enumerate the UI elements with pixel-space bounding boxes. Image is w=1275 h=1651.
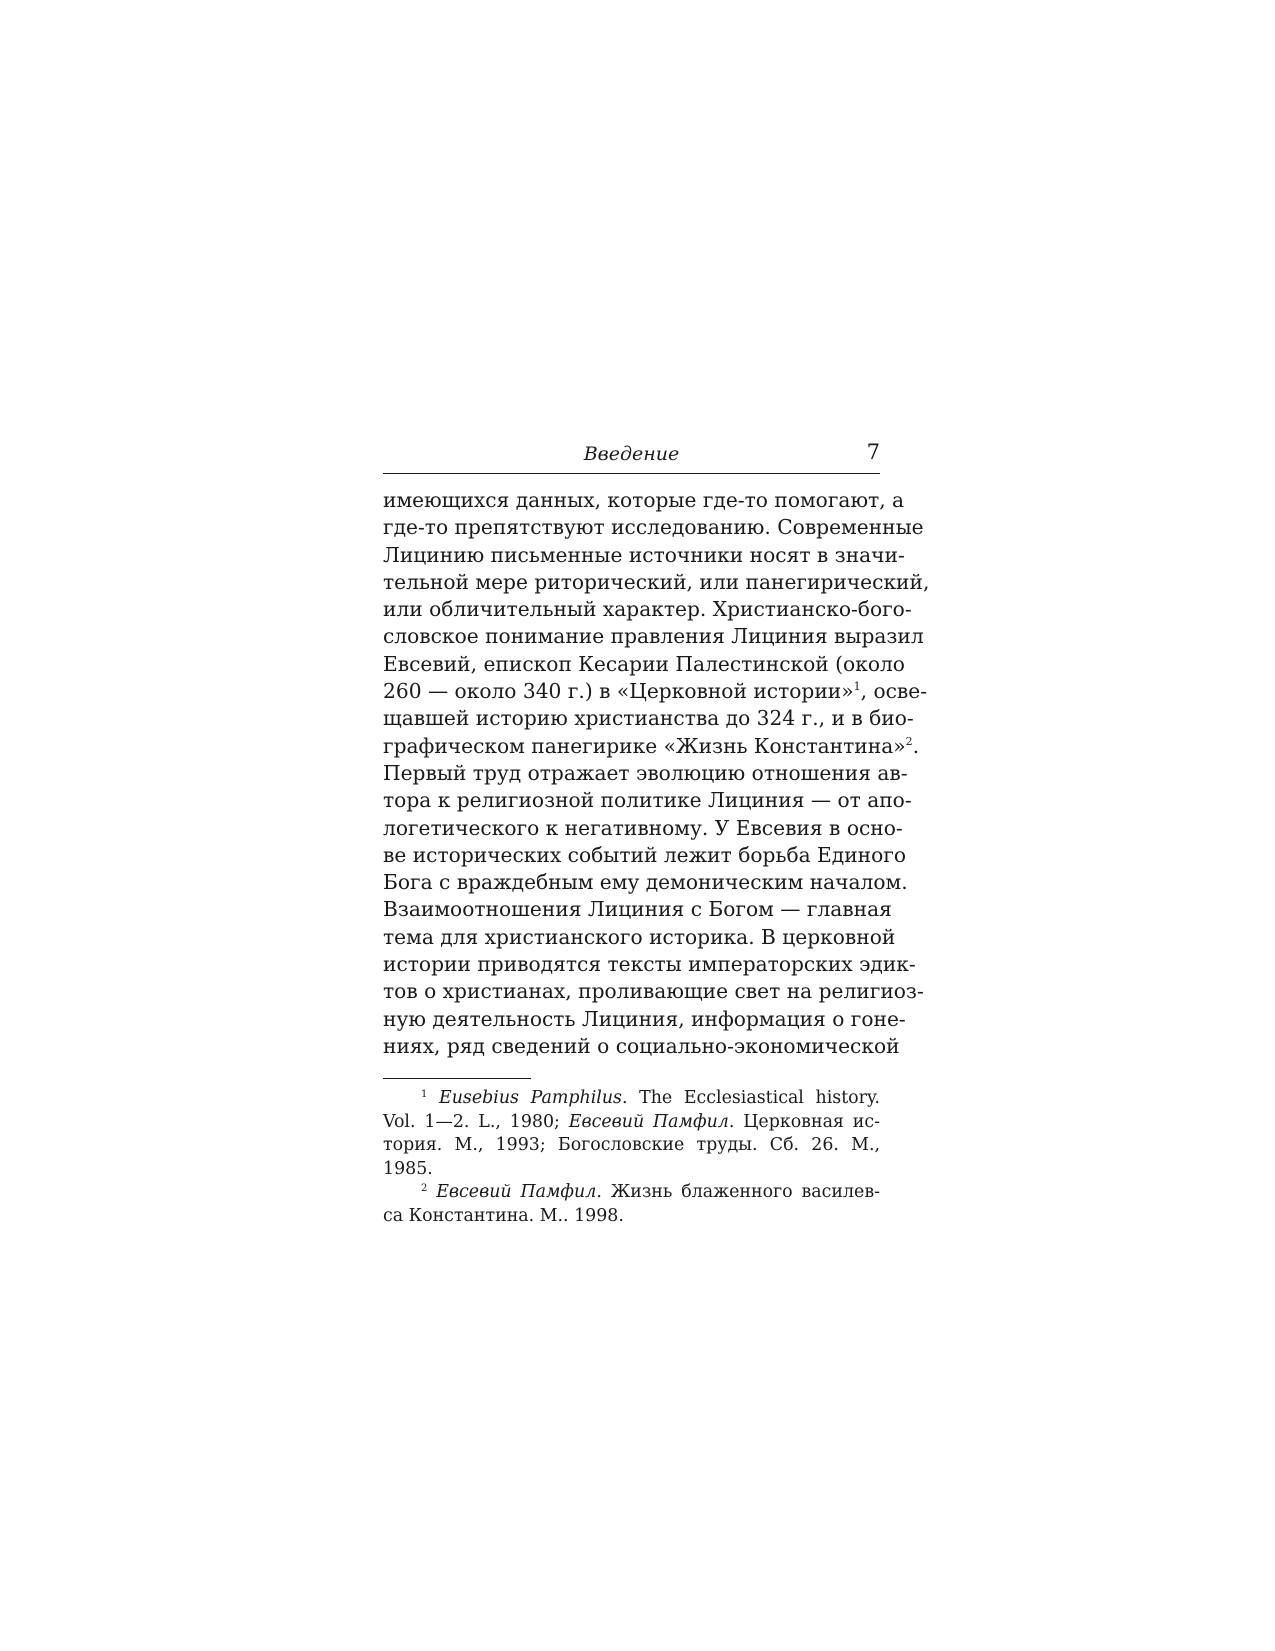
footnote-2-mark: 2 bbox=[421, 1183, 428, 1194]
body-line: тема для христианского историка. В церковной bbox=[383, 924, 896, 949]
running-title: Введение bbox=[583, 443, 680, 465]
body-line: тов о христианах, проливающие свет на религиоз- bbox=[383, 979, 924, 1004]
footnote-1-line bbox=[383, 1111, 880, 1135]
body-line-text: , осве- bbox=[860, 679, 928, 704]
body-line: Первый труд отражает эволюцию отношения ав- bbox=[383, 760, 908, 785]
body-line: логетического к негативному. У Евсевия в осно- bbox=[383, 815, 903, 840]
body-line-text: . bbox=[912, 733, 920, 758]
body-line: тора к религиозной политике Лициния — от апо- bbox=[383, 788, 912, 813]
footnote-text: Vol. 1—2. L., 1980; bbox=[383, 1111, 569, 1132]
body-line: Евсевий, епископ Кесарии Палестинской (около bbox=[383, 651, 905, 676]
footnote-2-line: са Константина. М.. 1998. bbox=[383, 1205, 624, 1226]
footnote-author: Евсевий Памфил bbox=[568, 1111, 729, 1132]
footnote-author: Евсевий Памфил bbox=[436, 1182, 597, 1202]
body-line: ниях, ряд сведений о социально-экономической bbox=[383, 1033, 900, 1058]
body-line: ную деятельность Лициния, информация о гоне- bbox=[383, 1006, 906, 1031]
body-line-text: 260 — около 340 г.) в «Церковной истории» bbox=[383, 679, 854, 704]
body-line: тельной мере риторический, или панегирический, bbox=[383, 569, 930, 594]
body-line: Лицинию письменные источники носят в значи- bbox=[383, 542, 905, 567]
footnote-1-line: 1985. bbox=[383, 1158, 433, 1179]
body-line: или обличительный характер. Христианско-бого- bbox=[383, 597, 912, 622]
body-text bbox=[383, 487, 930, 1060]
footnote-divider bbox=[383, 1078, 531, 1079]
footnote-text: . The Ecclesiastical history. bbox=[621, 1088, 881, 1108]
body-line-text: графическом панегирике «Жизнь Константина» bbox=[383, 733, 906, 758]
footnote-author: Eusebius Pamphilus bbox=[439, 1088, 622, 1108]
body-line: щавшей историю христианства до 324 г., и в био- bbox=[383, 706, 914, 731]
body-line: где-то препятствуют исследованию. Современные bbox=[383, 515, 924, 540]
body-line: ве исторических событий лежит борьба Единого bbox=[383, 842, 907, 867]
footnote-text: . Церковная ис- bbox=[728, 1111, 880, 1132]
footnote-ref-1[interactable]: 1 bbox=[853, 680, 861, 694]
body-line: Взаимоотношения Лициния с Богом — главная bbox=[383, 897, 892, 922]
body-line: Бога с враждебным ему демоническим началом. bbox=[383, 870, 908, 895]
footnote-text: . Жизнь блаженного василев- bbox=[596, 1182, 880, 1202]
footnote-1-line bbox=[383, 1087, 880, 1111]
footnote-1-line: тория. М., 1993; Богословские труды. Сб. 26. М., bbox=[383, 1135, 880, 1155]
page-number: 7 bbox=[866, 440, 880, 464]
footnote-2-line bbox=[383, 1181, 880, 1205]
body-line bbox=[383, 678, 928, 705]
footnotes bbox=[383, 1087, 880, 1228]
footnote-1-mark: 1 bbox=[421, 1089, 428, 1100]
body-line: имеющихся данных, которые где-то помогают, а bbox=[383, 488, 905, 512]
body-line bbox=[383, 733, 920, 760]
body-line: словское понимание правления Лициния выразил bbox=[383, 624, 924, 649]
running-header bbox=[383, 439, 880, 474]
footnote-ref-2[interactable]: 2 bbox=[905, 734, 913, 748]
body-line: истории приводятся тексты императорских эдик- bbox=[383, 952, 916, 977]
